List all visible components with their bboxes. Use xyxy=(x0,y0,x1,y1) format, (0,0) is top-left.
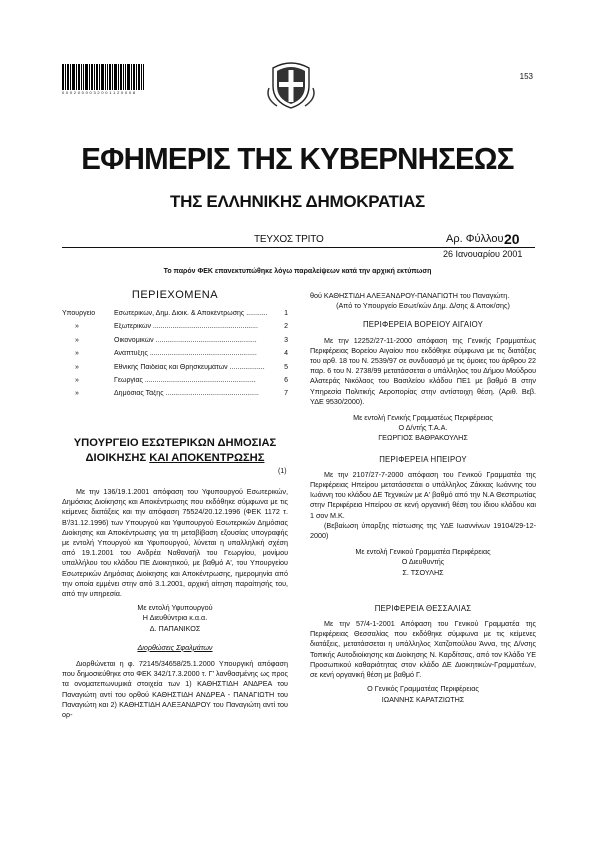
gazette-subtitle: ΤΗΣ ΕΛΛΗΝΙΚΗΣ ΔΗΜΟΚΡΑΤΙΑΣ xyxy=(170,192,425,211)
signature-line: Με εντολή Υφυπουργού xyxy=(137,603,213,613)
ministry-heading-line2 xyxy=(62,451,288,466)
right-body xyxy=(310,291,536,705)
source-note: (Από το Υπουργείο Εσωτ/κών Δημ. Δ/σης & Αποκ/σης) xyxy=(336,301,510,311)
barcode-number: 0 0 0 2 0 0 0 0 3 2 0 0 1 1 2 0 0 0 8 xyxy=(62,90,136,95)
reprint-note: Το παρόν ΦΕΚ επανεκτυπώθηκε λόγω παραλείψεων κατά την αρχική εκτύπωση xyxy=(163,268,432,275)
signature-block xyxy=(310,684,536,704)
contents-page: 4 xyxy=(284,350,288,358)
contents-row[interactable] xyxy=(62,310,288,323)
contents-page: 7 xyxy=(284,390,288,398)
contents-heading: ΠΕΡΙΕΧΟΜΕΝΑ xyxy=(131,289,219,301)
contents-ministry: » xyxy=(75,390,79,398)
section-heading-north-aegean: ΠΕΡΙΦΕΡΕΙΑ ΒΟΡΕΙΟΥ ΑΙΓΑΙΟΥ xyxy=(362,320,484,330)
contents-row[interactable] xyxy=(62,377,288,390)
contents-ministry: » xyxy=(75,350,79,358)
sheet-number: 20 xyxy=(504,231,520,247)
ministry-heading-line2b: ΚΑΙ ΑΠΟΚΕΝΤΡΩΣΗΣ xyxy=(149,452,265,464)
sheet-label: Αρ. Φύλλου xyxy=(446,233,504,245)
section-paragraph: Με την 2107/27-7-2000 απόφαση του Γενικού Γραμματέα της Περιφέρειας Ηπείρου μετατάσσεται ο υπάλληλος Ζάκκας Ιωάννης του Ιωάννη του κλάδου ΔΕ Τεχνικών με Α' βαθμό από την Ν.Α Θεσπρωτίας στην Περιφέρεια Ηπείρου σε κενή οργανική θέση του ίδιου κλάδου και 1 σον Μ.Κ. xyxy=(310,469,536,520)
header-rule xyxy=(62,247,535,248)
contents-row[interactable] xyxy=(62,323,288,336)
contents-table xyxy=(62,310,288,404)
barcode xyxy=(62,64,144,90)
contents-ministry: Υπουργείο xyxy=(62,310,96,317)
contents-ministry: » xyxy=(75,363,79,371)
page-number: 153 xyxy=(519,72,533,81)
contents-page: 1 xyxy=(284,310,288,317)
left-body xyxy=(62,487,288,720)
contents-page: 2 xyxy=(284,323,288,331)
signature-name: Σ. ΤΣΟΥΛΗΣ xyxy=(402,567,444,577)
ministry-heading-line1: ΥΠΟΥΡΓΕΙΟ ΕΣΩΤΕΡΙΚΩΝ ΔΗΜΟΣΙΑΣ xyxy=(73,437,277,449)
corrections-heading: Διορθώσεις Σφαλμάτων xyxy=(137,642,213,652)
signature-line: Με εντολή Γενικής Γραμματέως Περιφέρειας xyxy=(353,413,493,423)
contents-title: Ανάπτυξης ....................................................... xyxy=(114,350,257,358)
signature-block xyxy=(310,413,536,444)
contents-title: Δημόσιας Τάξης ................................................ xyxy=(114,390,259,398)
contents-row[interactable] xyxy=(62,390,288,403)
contents-title: Εξωτερικών ...................................................... xyxy=(114,323,258,331)
section-heading-epirus: ΠΕΡΙΦΕΡΕΙΑ ΗΠΕΙΡΟΥ xyxy=(379,454,467,464)
signature-line: Η Διευθύντρια κ.α.α. xyxy=(142,613,208,623)
contents-ministry: » xyxy=(75,376,79,384)
contents-row[interactable] xyxy=(62,350,288,363)
coat-of-arms-emblem xyxy=(267,58,315,110)
contents-row[interactable] xyxy=(62,337,288,350)
contents-ministry: » xyxy=(75,336,79,344)
contents-title: Γεωργίας ......................................................... xyxy=(114,376,256,384)
contents-title: Εσωτερικών, Δημ. Διοικ. & Αποκέντρωσης ........... xyxy=(114,310,268,317)
decision-mark: (1) xyxy=(278,468,287,475)
gazette-title: ΕΦΗΜΕΡΙΣ ΤΗΣ ΚΥΒΕΡΝΗΣΕΩΣ xyxy=(81,141,514,176)
contents-title: Οικονομικών .................................................... xyxy=(114,336,257,344)
signature-block xyxy=(62,603,288,634)
contents-ministry: » xyxy=(75,323,79,331)
signature-line: Ο Διευθυντής xyxy=(401,557,445,567)
contents-row[interactable] xyxy=(62,364,288,377)
signature-name: ΓΕΩΡΓΙΟΣ ΒΑΘΡΑΚΟΥΛΗΣ xyxy=(378,433,468,443)
contents-page: 5 xyxy=(284,363,288,371)
contents-title: Εθνικής Παιδείας και Θρησκευμάτων .................. xyxy=(114,363,265,371)
signature-block xyxy=(310,547,536,578)
signature-line: Ο Δ/ντής Τ.Α.Α. xyxy=(398,423,448,433)
section-heading-thessaly: ΠΕΡΙΦΕΡΕΙΑ ΘΕΣΣΑΛΙΑΣ xyxy=(374,603,472,613)
signature-line: Με εντολή Γενικού Γραμματέα Περιφέρειας xyxy=(355,547,491,557)
section-paragraph: (Βεβαίωση ύπαρξης πίστωσης της ΥΔΕ Ιωαννίνων 19104/29-12-2000) xyxy=(310,520,536,541)
continued-paragraph: θού ΚΑΘΗΣΤΙΔΗ ΑΛΕΞΑΝΔΡΟΥ-ΠΑΝΑΓΙΩΤΗ του Παναγιώτη. xyxy=(310,291,510,300)
issue-date: 26 Ιανουαρίου 2001 xyxy=(443,249,523,259)
contents-page: 6 xyxy=(284,376,288,384)
signature-name: ΙΩΑΝΝΗΣ ΚΑΡΑΤΖΙΩΤΗΣ xyxy=(381,694,465,704)
section-paragraph: Με την 12252/27-11-2000 απόφαση της Γενικής Γραμματέως Περιφέρειας Βορείου Αιγαίου που εκδόθηκε σύμφωνα με τις διατάξεις του αρθ. 18 του Ν. 2539/97 σε συνδυασμό με τις όμοιες του άρθρου 22 παρ. 6 του Ν. 2738/99 μετατάσσεται ο υπάλληλος του Δήμου Μούδρου Αλατεράς Νικόλαος του Βασιλείου κλάδου ΠΕ1 με βαθμό Β στην Υπηρεσία Πολιτικής Αεροπορίας στην αντίστοιχη θέση. (Αριθ. Βεβ. ΥΔΕ 9530/2000). xyxy=(310,335,536,406)
section-paragraph: Με την 57/4-1-2001 Απόφαση του Γενικού Γραμματέα της Περιφέρειας Θεσσαλίας που εκδόθηκε σύμφωνα με τις κείμενες διατάξεις, μετατάσσεται η υπάλληλος Χατζοπούλου Άννα, της Δ/νσης Τοπικής Αυτοδιοίκησης και Διοίκησης Ν. Καρδίτσας, από τον Κλάδο ΥΕ Προσωπικού καθαριότητας στον κλάδο ΔΕ Διοικητικών-Γραμματέων, σε κενή οργανική θέση με βαθμό Γ. xyxy=(310,619,536,680)
contents-page: 3 xyxy=(284,336,288,344)
ministry-heading-line2a: ΔΙΟΙΚΗΣΗΣ xyxy=(85,452,147,464)
ministry-heading xyxy=(62,436,288,466)
signature-line: Ο Γενικός Γραμματέας Περιφέρειας xyxy=(367,684,479,694)
correction-paragraph: Διορθώνεται η φ. 72145/34658/25.1.2000 Υπουργική απόφαση που δημοσιεύθηκε στο ΦΕΚ 342/17.3.2000 τ. Γ' λανθασμένης ως προς τα ονοματεπωνυμικά στοιχεία των 1) ΚΑΘΗΣΤΙΔΗ ΑΝΔΡΕΑ του Παναγιώτη αντί του ορθού ΚΑΘΗΣΤΙΔΗ ΑΝΔΡΕΑ - ΠΑΝΑΓΙΩΤΗ του Παναγιώτη και 2) ΚΑΘΗΣΤΙΔΗ ΑΛΕΞΑΝΔΡΟΥ του Παναγιώτη αντί του ορ- xyxy=(62,659,288,720)
decision-paragraph: Με την 136/19.1.2001 απόφαση του Υφυπουργού Εσωτερικών, Δημόσιας Διοίκησης και Αποκέντρωσης που εκδόθηκε σύμφωνα με τις κείμενες διατάξεις και την απόφαση 75524/20.12.1996 (ΦΕΚ 1172 τ. Β'/31.12.1996) των Υπουργού και Υφυπουργού Εσωτερικών Δημόσιας Διοίκησης και Αποκέντρωσης για τη μεταβίβαση εξουσίας υπογραφής με εντολή Υπουργού και Υφυπουργού, λύνεται η υπαλληλική σχέση από 19.1.2001 του Ανδρέα Ναθαναήλ του Γεωργίου, μονίμου υπαλλήλου του κλάδου ΠΕ Διοικητικού, με βαθμό Α', του Υπουργείου Εσωτερικών Δημόσιας Διοίκησης και Αποκέντρωσης, ημερομηνία από την οποία εμμένει στην από 3.1.2001, αρχική αίτηση παραίτησής του, από την υπηρεσία. xyxy=(62,487,288,599)
signature-name: Δ. ΠΑΠΑΝΙΚΟΣ xyxy=(149,623,201,633)
issue-type: ΤΕΥΧΟΣ ΤΡΙΤΟ xyxy=(254,234,324,245)
